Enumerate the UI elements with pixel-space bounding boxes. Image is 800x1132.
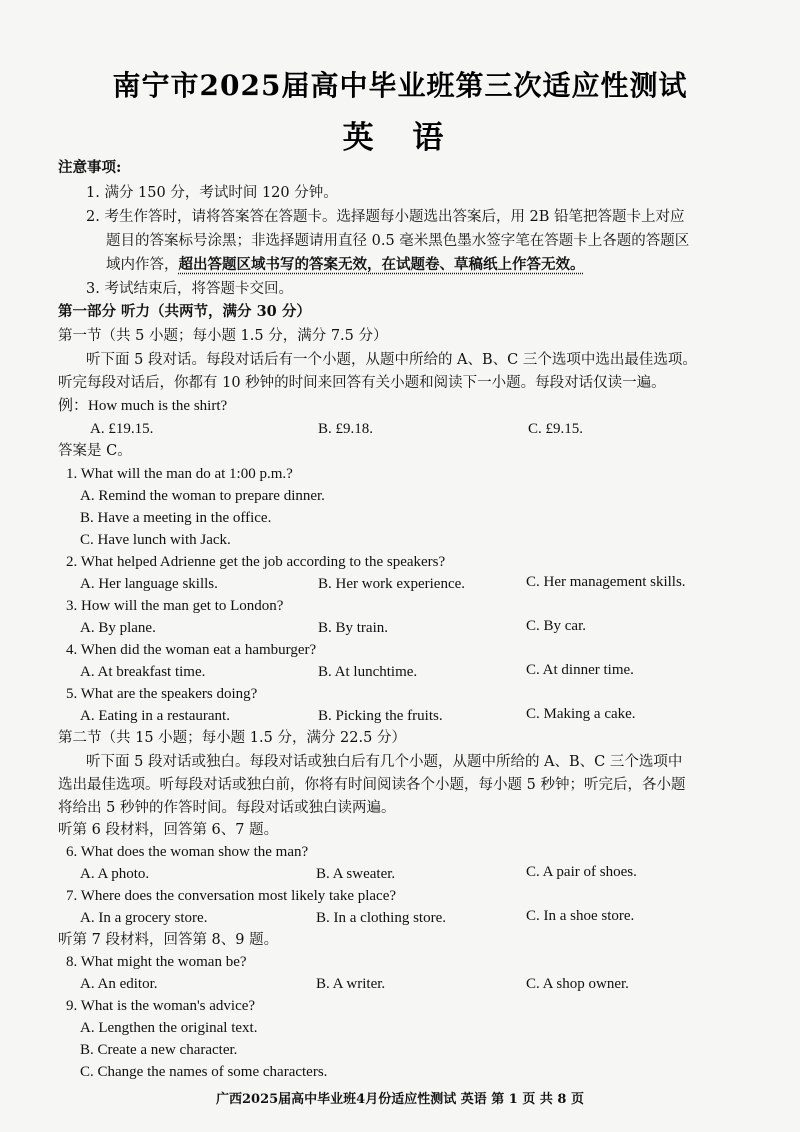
question-6: 6. What does the woman show the man?	[66, 844, 309, 860]
example-option-c: C. £9.15.	[528, 421, 584, 437]
section1-intro-line-1: 听下面 5 段对话。每段对话后有一个小题，从题中所给的 A、B、C 三个选项中选出最佳选项。	[86, 352, 697, 368]
section2-intro-line-2: 选出最佳选项。听每段对话或独白前，你将有时间阅读各个小题，每小题 5 秒钟；听完后，各小题	[58, 777, 686, 793]
question-1: 1. What will the man do at 1:00 p.m.?	[66, 466, 293, 482]
q7-option-a: A. In a grocery store.	[80, 910, 208, 926]
question-3: 3. How will the man get to London?	[66, 598, 284, 614]
q4-option-a: A. At breakfast time.	[80, 664, 206, 680]
question-2: 2. What helped Adrienne get the job according to the speakers?	[66, 554, 446, 570]
notice-heading: 注意事项:	[58, 159, 122, 176]
q9-option-a: A. Lengthen the original text.	[80, 1020, 258, 1036]
q8-option-b: B. A writer.	[316, 976, 386, 992]
example-option-a: A. £19.15.	[90, 421, 154, 437]
q4-option-b: B. At lunchtime.	[318, 664, 418, 680]
notice-item-2-line-1: 2. 考生作答时，请将答案答在答题卡。选择题每小题选出答案后，用 2B 铅笔把答题卡上对应	[86, 209, 685, 225]
notice-item-2-line-2: 题目的答案标号涂黑；非选择题请用直径 0.5 毫米黑色墨水签字笔在答题卡上各题的答题区	[106, 233, 690, 249]
q5-option-c: C. Making a cake.	[526, 706, 636, 722]
notice-item-2-line-3	[106, 255, 585, 275]
section2-heading: 第二节（共 15 小题；每小题 1.5 分，满分 22.5 分）	[58, 730, 406, 746]
part1-heading: 第一部分 听力（共两节，满分 30 分）	[58, 303, 311, 320]
section2-intro-line-3: 将给出 5 秒钟的作答时间。每段对话或独白读两遍。	[58, 800, 396, 816]
notice-item-1: 1. 满分 150 分，考试时间 120 分钟。	[86, 185, 338, 201]
q9-option-c: C. Change the names of some characters.	[80, 1064, 328, 1080]
section1-heading: 第一节（共 5 小题；每小题 1.5 分，满分 7.5 分）	[58, 328, 388, 344]
material-7-label: 听第 7 段材料，回答第 8、9 题。	[58, 932, 279, 948]
question-4: 4. When did the woman eat a hamburger?	[66, 642, 317, 658]
material-6-label: 听第 6 段材料，回答第 6、7 题。	[58, 822, 279, 838]
q2-option-c: C. Her management skills.	[526, 574, 686, 590]
question-9: 9. What is the woman's advice?	[66, 998, 256, 1014]
page-footer: 广西2025届高中毕业班4月份适应性测试 英语 第 1 页 共 8 页	[216, 1092, 584, 1107]
q2-option-a: A. Her language skills.	[80, 576, 218, 592]
q3-option-b: B. By train.	[318, 620, 388, 636]
q1-option-c: C. Have lunch with Jack.	[80, 532, 231, 548]
section2-intro-line-1: 听下面 5 段对话或独白。每段对话或独白后有几个小题，从题中所给的 A、B、C 三个选项中	[86, 754, 683, 770]
notice-item-2-line-3-plain: 域内作答，	[106, 257, 179, 273]
q8-option-c: C. A shop owner.	[526, 976, 629, 992]
question-5: 5. What are the speakers doing?	[66, 686, 258, 702]
example-option-b: B. £9.18.	[318, 421, 374, 437]
example-answer: 答案是 C。	[58, 443, 132, 459]
q8-option-a: A. An editor.	[80, 976, 158, 992]
example-question: 例：How much is the shirt?	[58, 398, 228, 414]
section1-intro-line-2: 听完每段对话后，你都有 10 秒钟的时间来回答有关小题和阅读下一小题。每段对话仅读一遍。	[58, 375, 666, 391]
q3-option-c: C. By car.	[526, 618, 586, 634]
q6-option-c: C. A pair of shoes.	[526, 864, 637, 880]
q6-option-b: B. A sweater.	[316, 866, 396, 882]
question-7: 7. Where does the conversation most likely take place?	[66, 888, 397, 904]
q4-option-c: C. At dinner time.	[526, 662, 634, 678]
q7-option-c: C. In a shoe store.	[526, 908, 635, 924]
q1-option-b: B. Have a meeting in the office.	[80, 510, 272, 526]
q9-option-b: B. Create a new character.	[80, 1042, 238, 1058]
notice-emphasis: 超出答题区域书写的答案无效，在试题卷、草稿纸上作答无效。	[178, 256, 585, 273]
q1-option-a: A. Remind the woman to prepare dinner.	[80, 488, 325, 504]
q3-option-a: A. By plane.	[80, 620, 156, 636]
exam-title: 南宁市2025届高中毕业班第三次适应性测试	[112, 69, 688, 102]
question-8: 8. What might the woman be?	[66, 954, 247, 970]
q2-option-b: B. Her work experience.	[318, 576, 466, 592]
q7-option-b: B. In a clothing store.	[316, 910, 446, 926]
q6-option-a: A. A photo.	[80, 866, 150, 882]
q5-option-a: A. Eating in a restaurant.	[80, 708, 230, 724]
q5-option-b: B. Picking the fruits.	[318, 708, 443, 724]
subject-title: 英 语	[342, 120, 458, 156]
notice-item-3: 3. 考试结束后，将答题卡交回。	[86, 281, 293, 297]
